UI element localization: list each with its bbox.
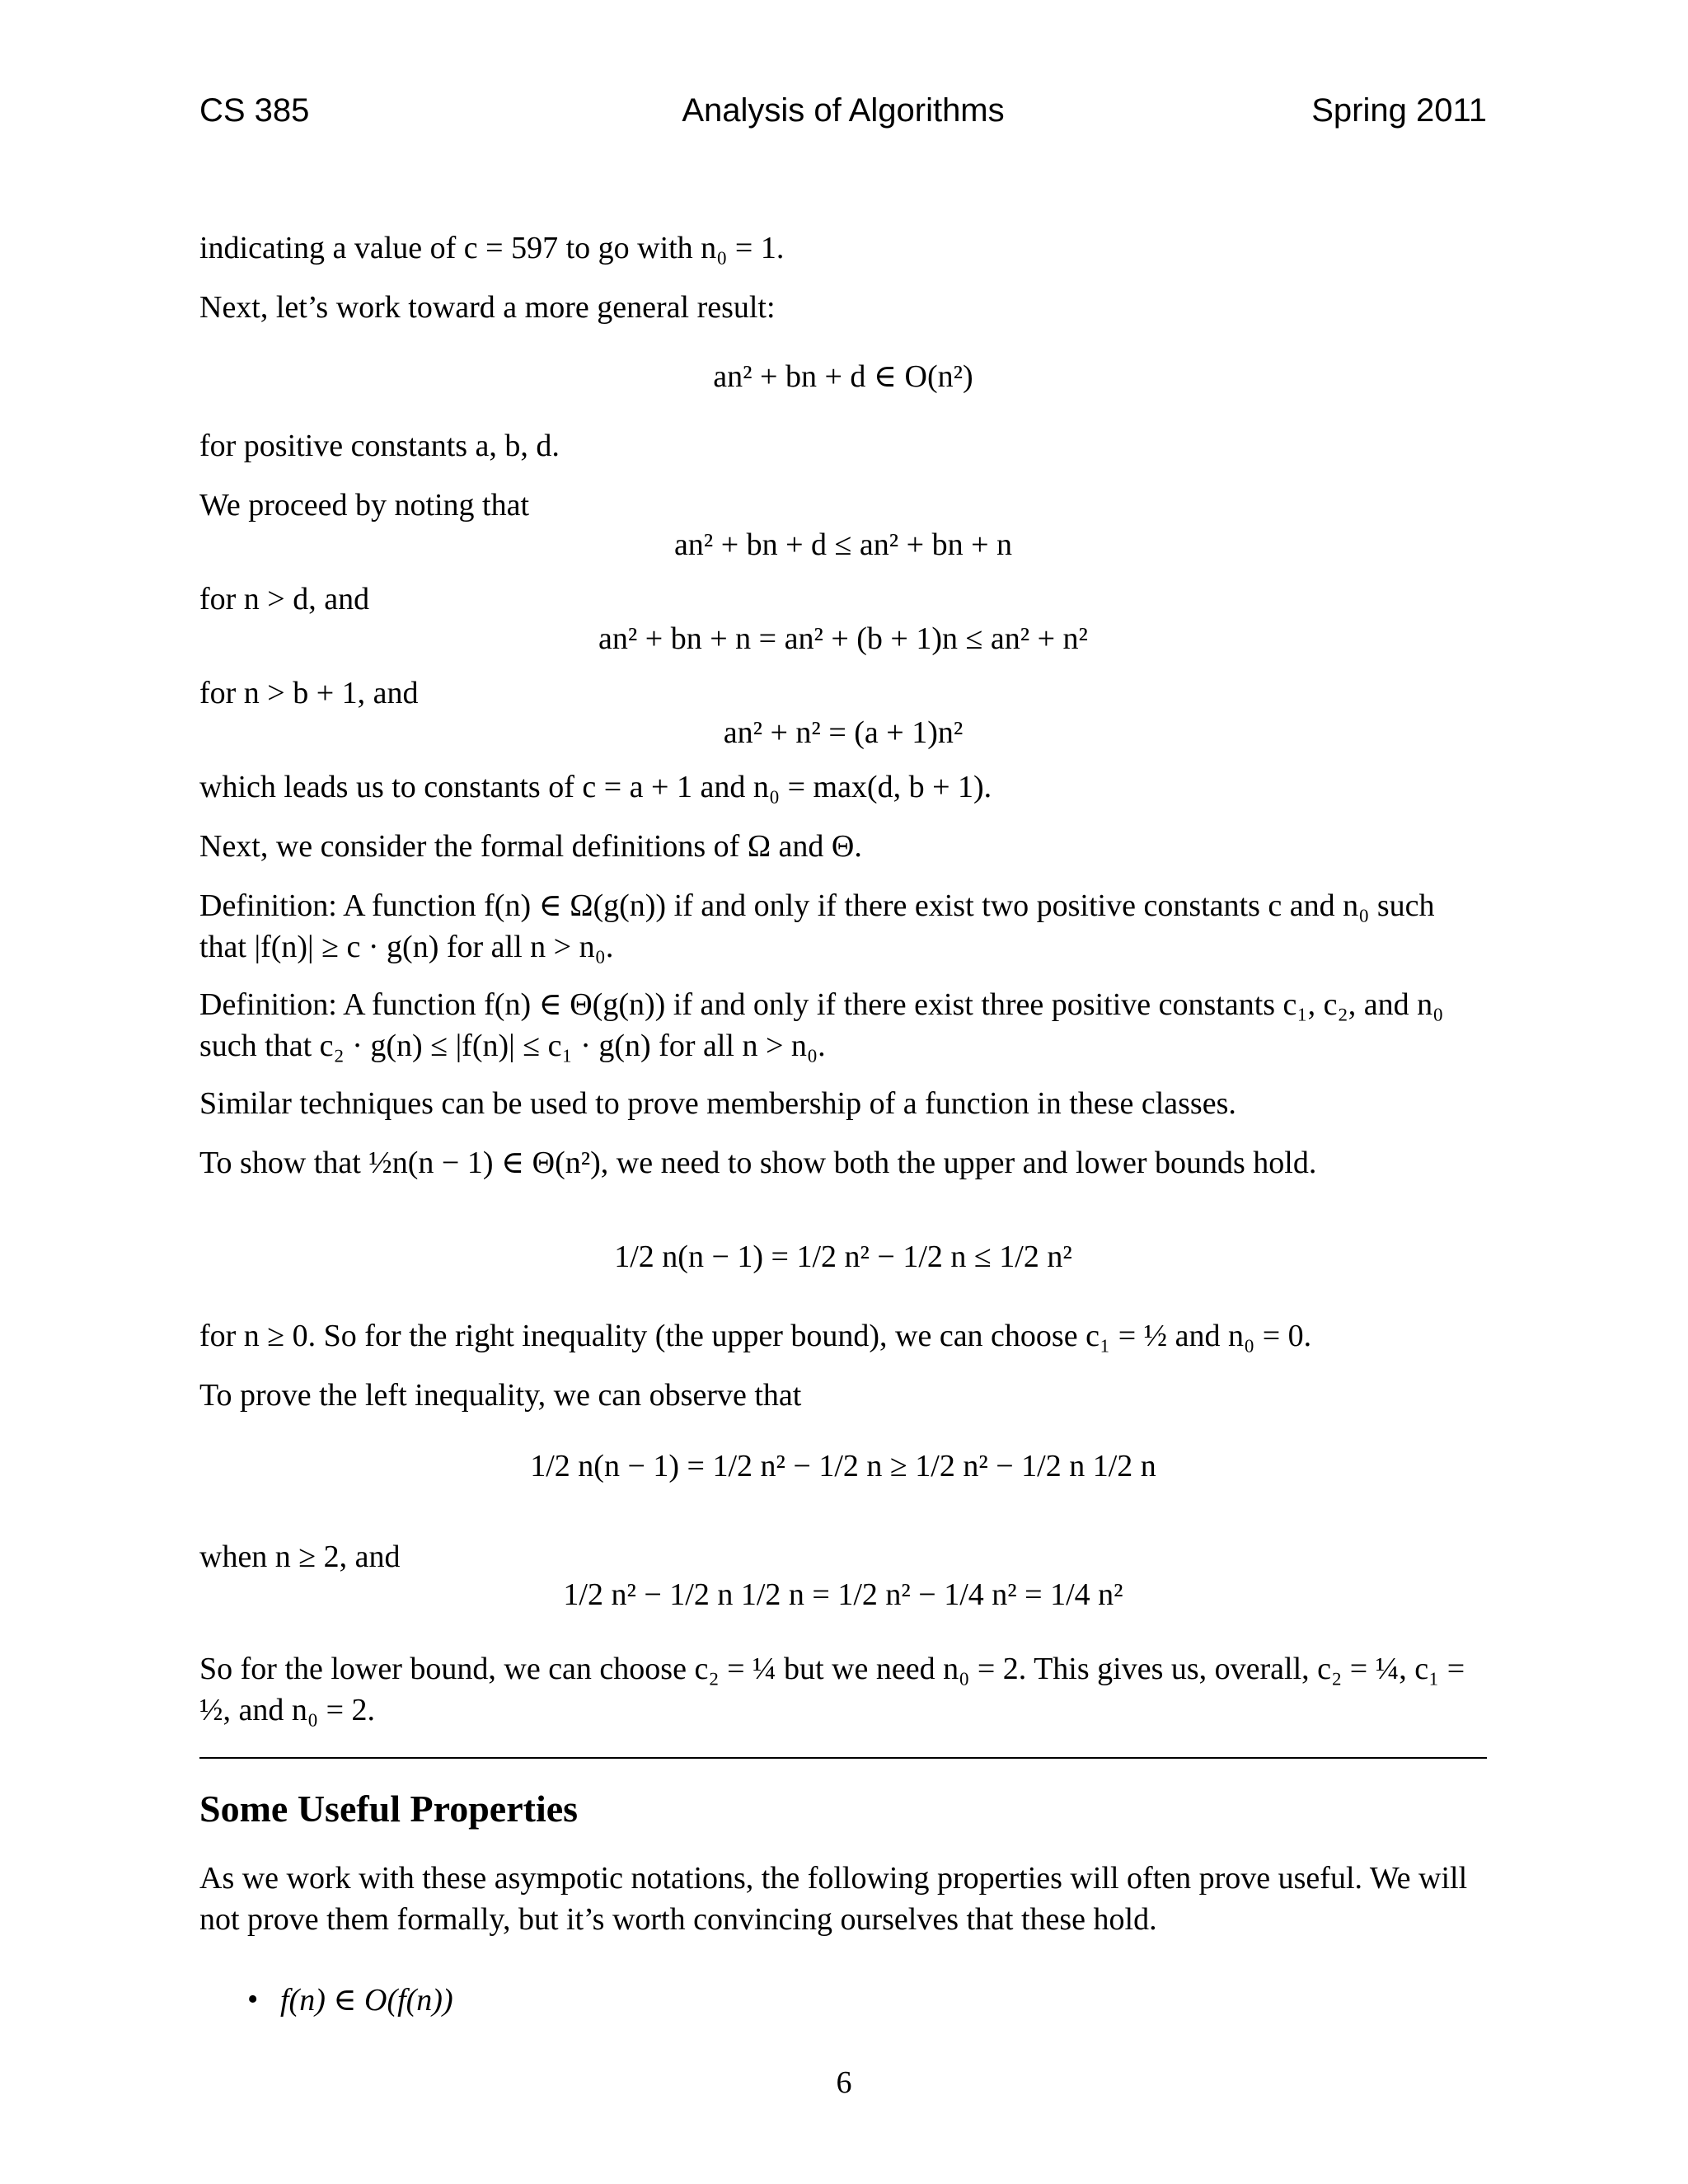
paragraph-for-n-gt-b1: for n > b + 1, and xyxy=(199,676,419,710)
paragraph-when-n-ge-2: when n ≥ 2, and xyxy=(199,1540,401,1574)
section-divider xyxy=(199,1757,1487,1759)
page-header xyxy=(199,92,1487,142)
paragraph-next-general: Next, let’s work toward a more general result: xyxy=(199,290,776,325)
equation-step2: an² + bn + n = an² + (b + 1)n ≤ an² + n² xyxy=(598,621,1088,656)
header-course: CS 385 xyxy=(199,92,310,129)
paragraph-indicating: indicating a value of c = 597 to go with n₀ = 1. xyxy=(199,231,785,265)
paragraph-to-prove-left: To prove the left inequality, we can observe that xyxy=(199,1378,802,1413)
bullet-item-1: f(n) ∈ O(f(n)) xyxy=(280,1983,453,2018)
paragraph-which-leads: which leads us to constants of c = a + 1 and n₀ = max(d, b + 1). xyxy=(199,770,992,804)
equation-step3: an² + n² = (a + 1)n² xyxy=(723,715,964,750)
paragraph-for-n-gt-d: for n > d, and xyxy=(199,582,370,616)
paragraph-to-show: To show that ½n(n − 1) ∈ Θ(n²), we need to show both the upper and lower bounds hold. xyxy=(199,1146,1317,1180)
paragraph-definition-theta: Definition: A function f(n) ∈ Θ(g(n)) if and only if there exist three positive constants c₁, c₂, and n₀ such that c₂ · g(n) ≤ |f(n)| ≤ c₁ · g(n) for all n > n₀. xyxy=(199,987,1444,1063)
paragraph-for-positive: for positive constants a, b, d. xyxy=(199,429,560,463)
equation-general: an² + bn + d ∈ O(n²) xyxy=(713,359,973,394)
header-title: Analysis of Algorithms xyxy=(682,92,1005,129)
equation-step1: an² + bn + d ≤ an² + bn + n xyxy=(673,527,1013,562)
bullet-dot-icon: • xyxy=(247,1982,259,2017)
equation-upper-bound: 1/2 n(n − 1) = 1/2 n² − 1/2 n ≤ 1/2 n² xyxy=(614,1240,1072,1274)
equation-lower-bound-1: 1/2 n(n − 1) = 1/2 n² − 1/2 n ≥ 1/2 n² − 1/2 n 1/2 n xyxy=(530,1449,1156,1483)
paragraph-definition-omega: Definition: A function f(n) ∈ Ω(g(n)) if and only if there exist two positive constants c and n₀ such that |f(n)| ≥ c · g(n) for all n > n₀. xyxy=(199,888,1435,964)
paragraph-as-we-work: As we work with these asympotic notations, the following properties will often prove useful. We will not prove them formally, but it’s worth convincing ourselves that these hold. xyxy=(199,1861,1468,1937)
paragraph-similar: Similar techniques can be used to prove membership of a function in these classes. xyxy=(199,1086,1236,1121)
section-title: Some Useful Properties xyxy=(199,1788,579,1830)
equation-lower-bound-2: 1/2 n² − 1/2 n 1/2 n = 1/2 n² − 1/4 n² = 1/4 n² xyxy=(563,1577,1123,1612)
paragraph-next-formal: Next, we consider the formal definitions of Ω and Θ. xyxy=(199,829,862,864)
header-term: Spring 2011 xyxy=(1311,92,1487,129)
paragraph-we-proceed: We proceed by noting that xyxy=(199,488,530,523)
page-number: 6 xyxy=(836,2065,852,2100)
paragraph-for-n-ge-0: for n ≥ 0. So for the right inequality (the upper bound), we can choose c₁ = ½ and n₀ = 0. xyxy=(199,1319,1312,1353)
paragraph-so-for-lower: So for the lower bound, we can choose c₂ = ¼ but we need n₀ = 2. This gives us, overall, c₂ = ¼, c₁ = ½, and n₀ = 2. xyxy=(199,1652,1465,1727)
